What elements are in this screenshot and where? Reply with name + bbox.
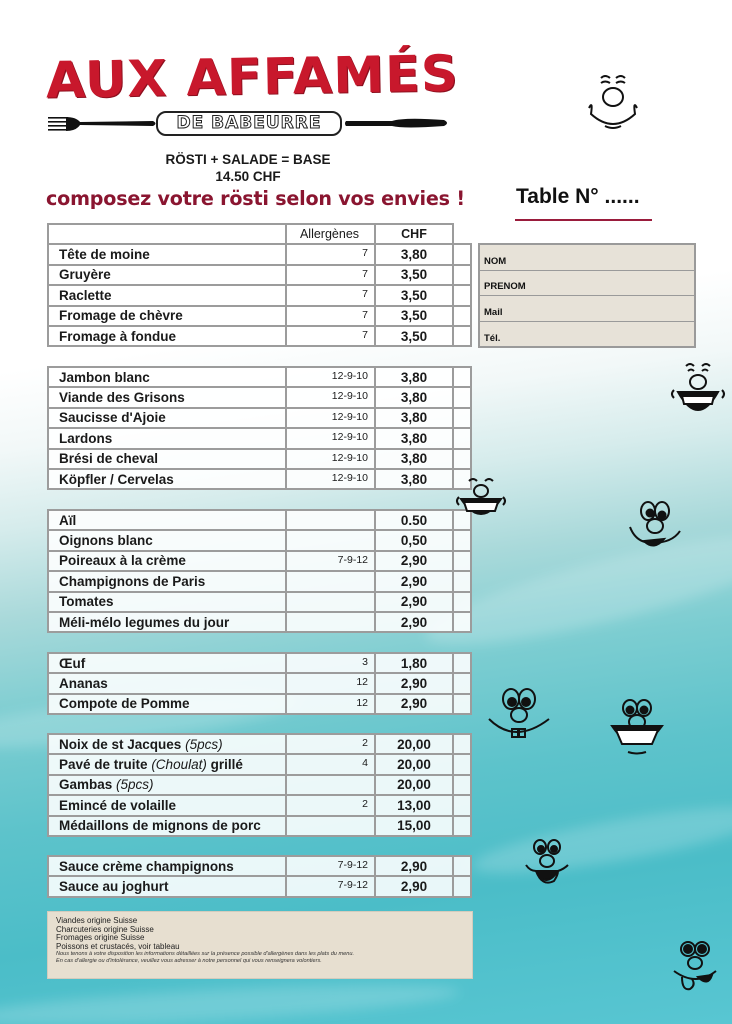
item-name: Tomates	[48, 592, 286, 612]
laughing-face-icon	[668, 360, 728, 422]
item-price: 2,90	[375, 612, 453, 632]
item-name: Brési de cheval	[48, 449, 286, 469]
origin-line: Viandes origine Suisse	[56, 916, 138, 925]
item-price: 2,90	[375, 551, 453, 571]
header-spacer	[453, 224, 471, 244]
item-name: Fromage à fondue	[48, 326, 286, 346]
price-column-header: CHF	[375, 224, 453, 244]
item-allergens: 12-9-10	[286, 367, 375, 387]
item-select-box[interactable]	[453, 265, 471, 285]
item-price: 1,80	[375, 653, 453, 673]
item-allergens: 7	[286, 285, 375, 305]
tongue-out-face-icon	[668, 937, 724, 997]
menu-row	[48, 469, 471, 489]
phone-field[interactable]	[480, 322, 694, 348]
item-select-box[interactable]	[453, 387, 471, 407]
item-allergens	[286, 510, 375, 530]
item-name: Saucisse d'Ajoie	[48, 408, 286, 428]
allergy-info-line: Nous tenons à votre disposition les informations détaillées sur la présence possible d'allergènes dans les plats du menu.	[56, 951, 355, 957]
menu-row	[48, 449, 471, 469]
item-select-box[interactable]	[453, 653, 471, 673]
item-select-box[interactable]	[453, 244, 471, 264]
header-blank-cell	[48, 224, 286, 244]
table-number-underline	[515, 219, 652, 221]
item-price: 3,50	[375, 265, 453, 285]
item-select-box[interactable]	[453, 876, 471, 896]
name-field[interactable]	[480, 245, 694, 271]
item-allergens: 12	[286, 673, 375, 693]
menu-section-sauces	[47, 855, 472, 898]
menu-section-extras	[47, 652, 472, 715]
menu-row	[48, 775, 471, 795]
item-allergens: 7-9-12	[286, 856, 375, 876]
item-allergens	[286, 530, 375, 550]
item-name: Sauce crème champignons	[48, 856, 286, 876]
allergens-column-header: Allergènes	[286, 224, 375, 244]
item-allergens: 2	[286, 734, 375, 754]
item-select-box[interactable]	[453, 673, 471, 693]
item-name: Fromage de chèvre	[48, 306, 286, 326]
item-name: Sauce au joghurt	[48, 876, 286, 896]
grinning-face-icon	[606, 692, 668, 758]
menu-row	[48, 571, 471, 591]
item-price: 3,80	[375, 367, 453, 387]
menu-section-meats	[47, 366, 472, 490]
origin-line: Charcuteries origine Suisse	[56, 924, 154, 934]
item-name-text: Gambas	[59, 777, 113, 793]
item-select-box[interactable]	[453, 816, 471, 836]
item-select-box[interactable]	[453, 775, 471, 795]
customer-info-form	[478, 243, 696, 348]
table-header-row	[48, 224, 471, 244]
item-name-note: (5pcs)	[116, 777, 154, 793]
item-select-box[interactable]	[453, 306, 471, 326]
base-offer-price: 14.50 CHF	[215, 169, 281, 184]
item-name	[48, 754, 286, 774]
table-number-label: Table N° ......	[516, 185, 640, 208]
logo-subtitle: DE BABEURRE	[156, 111, 342, 136]
menu-row	[48, 244, 471, 264]
item-allergens	[286, 571, 375, 591]
laughing-face-icon	[455, 475, 507, 527]
menu-row	[48, 734, 471, 754]
item-allergens	[286, 816, 375, 836]
item-select-box[interactable]	[453, 367, 471, 387]
item-select-box[interactable]	[453, 285, 471, 305]
item-price: 20,00	[375, 775, 453, 795]
item-name: Viande des Grisons	[48, 387, 286, 407]
item-name: Jambon blanc	[48, 367, 286, 387]
item-price: 3,80	[375, 469, 453, 489]
item-price: 3,50	[375, 285, 453, 305]
item-select-box[interactable]	[453, 694, 471, 714]
item-price: 3,80	[375, 408, 453, 428]
item-price: 3,50	[375, 326, 453, 346]
item-allergens: 12	[286, 694, 375, 714]
menu-row	[48, 510, 471, 530]
item-name: Emincé de volaille	[48, 795, 286, 815]
item-name: Méli-mélo legumes du jour	[48, 612, 286, 632]
menu-section-vegetables	[47, 509, 472, 633]
item-allergens: 7	[286, 326, 375, 346]
item-allergens: 12-9-10	[286, 469, 375, 489]
logo-cutlery-banner	[48, 111, 448, 137]
item-allergens	[286, 592, 375, 612]
item-select-box[interactable]	[453, 408, 471, 428]
menu-row	[48, 285, 471, 305]
item-allergens: 12-9-10	[286, 449, 375, 469]
item-price: 2,90	[375, 856, 453, 876]
item-name: Aïl	[48, 510, 286, 530]
menu-row	[48, 653, 471, 673]
item-select-box[interactable]	[453, 795, 471, 815]
item-allergens: 7	[286, 265, 375, 285]
menu-row	[48, 326, 471, 346]
item-name-text: Pavé de truite	[59, 757, 148, 773]
menu-row	[48, 876, 471, 896]
menu-row	[48, 367, 471, 387]
item-price: 3,80	[375, 244, 453, 264]
item-name: Köpfler / Cervelas	[48, 469, 286, 489]
phone-field-label: Tél.	[484, 333, 501, 344]
item-select-box[interactable]	[453, 612, 471, 632]
name-field-label: NOM	[484, 255, 507, 267]
fork-icon	[48, 115, 158, 133]
item-price: 2,90	[375, 592, 453, 612]
menu-row	[48, 612, 471, 632]
email-field-label: Mail	[484, 306, 503, 318]
item-select-box[interactable]	[453, 326, 471, 346]
item-name: Gruyère	[48, 265, 286, 285]
item-price: 3,80	[375, 449, 453, 469]
item-select-box[interactable]	[453, 734, 471, 754]
firstname-field[interactable]	[480, 271, 694, 297]
item-allergens: 12-9-10	[286, 428, 375, 448]
item-name: Oignons blanc	[48, 530, 286, 550]
origin-allergy-note	[47, 911, 473, 979]
smiley-face-icon	[585, 70, 641, 138]
item-price: 20,00	[375, 754, 453, 774]
item-price: 0.50	[375, 510, 453, 530]
item-select-box[interactable]	[453, 592, 471, 612]
item-price: 15,00	[375, 816, 453, 836]
menu-row	[48, 306, 471, 326]
item-allergens	[286, 775, 375, 795]
item-price: 2,90	[375, 571, 453, 591]
background-wave	[469, 794, 732, 885]
restaurant-logo-title: AUX AFFAMÉS	[45, 44, 460, 110]
item-name-note: (5pcs)	[185, 736, 223, 752]
item-price: 3,80	[375, 428, 453, 448]
item-allergens: 7-9-12	[286, 551, 375, 571]
item-name: Poireaux à la crème	[48, 551, 286, 571]
menu-row	[48, 754, 471, 774]
menu-row	[48, 265, 471, 285]
happy-face-icon	[522, 835, 572, 891]
item-price: 20,00	[375, 734, 453, 754]
item-price: 2,90	[375, 673, 453, 693]
item-select-box[interactable]	[453, 551, 471, 571]
origin-line: Poissons et crustacés, voir tableau	[56, 941, 180, 951]
item-name-note: (Choulat)	[151, 757, 207, 773]
slogan: composez votre rösti selon vos envies !	[46, 187, 465, 210]
origin-line: Fromages origine Suisse	[56, 933, 145, 942]
email-field[interactable]	[480, 296, 694, 322]
menu-row	[48, 428, 471, 448]
item-price: 3,80	[375, 387, 453, 407]
allergy-info-line: En cas d'allergie ou d'intolérance, veuillez vous adresser à notre personnel qui vous renseignera volontiers.	[56, 958, 322, 964]
item-select-box[interactable]	[453, 449, 471, 469]
item-select-box[interactable]	[453, 428, 471, 448]
item-name: Raclette	[48, 285, 286, 305]
item-price: 2,90	[375, 694, 453, 714]
menu-section-cheese	[47, 223, 472, 347]
buck-teeth-face-icon	[485, 683, 555, 745]
item-allergens: 7	[286, 244, 375, 264]
item-price: 0,50	[375, 530, 453, 550]
item-select-box[interactable]	[453, 571, 471, 591]
knife-icon	[344, 115, 448, 133]
item-name: Œuf	[48, 653, 286, 673]
menu-row	[48, 856, 471, 876]
goofy-face-icon	[624, 493, 686, 559]
menu-row	[48, 673, 471, 693]
item-select-box[interactable]	[453, 856, 471, 876]
menu-row	[48, 816, 471, 836]
menu-row	[48, 530, 471, 550]
item-name: Compote de Pomme	[48, 694, 286, 714]
menu-section-fish-meat	[47, 733, 472, 837]
item-name-text: Noix de st Jacques	[59, 736, 182, 752]
menu-row	[48, 795, 471, 815]
item-price: 13,00	[375, 795, 453, 815]
background-wave	[0, 977, 460, 1024]
menu-row	[48, 551, 471, 571]
item-name: Champignons de Paris	[48, 571, 286, 591]
item-name	[48, 775, 286, 795]
item-allergens: 7	[286, 306, 375, 326]
menu-row	[48, 408, 471, 428]
item-select-box[interactable]	[453, 754, 471, 774]
item-price: 2,90	[375, 876, 453, 896]
menu-row	[48, 592, 471, 612]
item-name: Tête de moine	[48, 244, 286, 264]
item-name	[48, 734, 286, 754]
item-allergens: 7-9-12	[286, 876, 375, 896]
item-allergens: 2	[286, 795, 375, 815]
item-allergens: 12-9-10	[286, 387, 375, 407]
item-name: Ananas	[48, 673, 286, 693]
item-name: Lardons	[48, 428, 286, 448]
item-price: 3,50	[375, 306, 453, 326]
firstname-field-label: PRENOM	[484, 281, 526, 292]
menu-row	[48, 387, 471, 407]
item-allergens: 4	[286, 754, 375, 774]
item-select-box[interactable]	[453, 530, 471, 550]
item-allergens: 3	[286, 653, 375, 673]
item-name: Médaillons de mignons de porc	[48, 816, 286, 836]
item-allergens: 12-9-10	[286, 408, 375, 428]
item-allergens	[286, 612, 375, 632]
menu-row	[48, 694, 471, 714]
item-name-suffix: grillé	[210, 757, 243, 773]
base-offer-line: RÖSTI + SALADE = BASE	[165, 152, 331, 167]
